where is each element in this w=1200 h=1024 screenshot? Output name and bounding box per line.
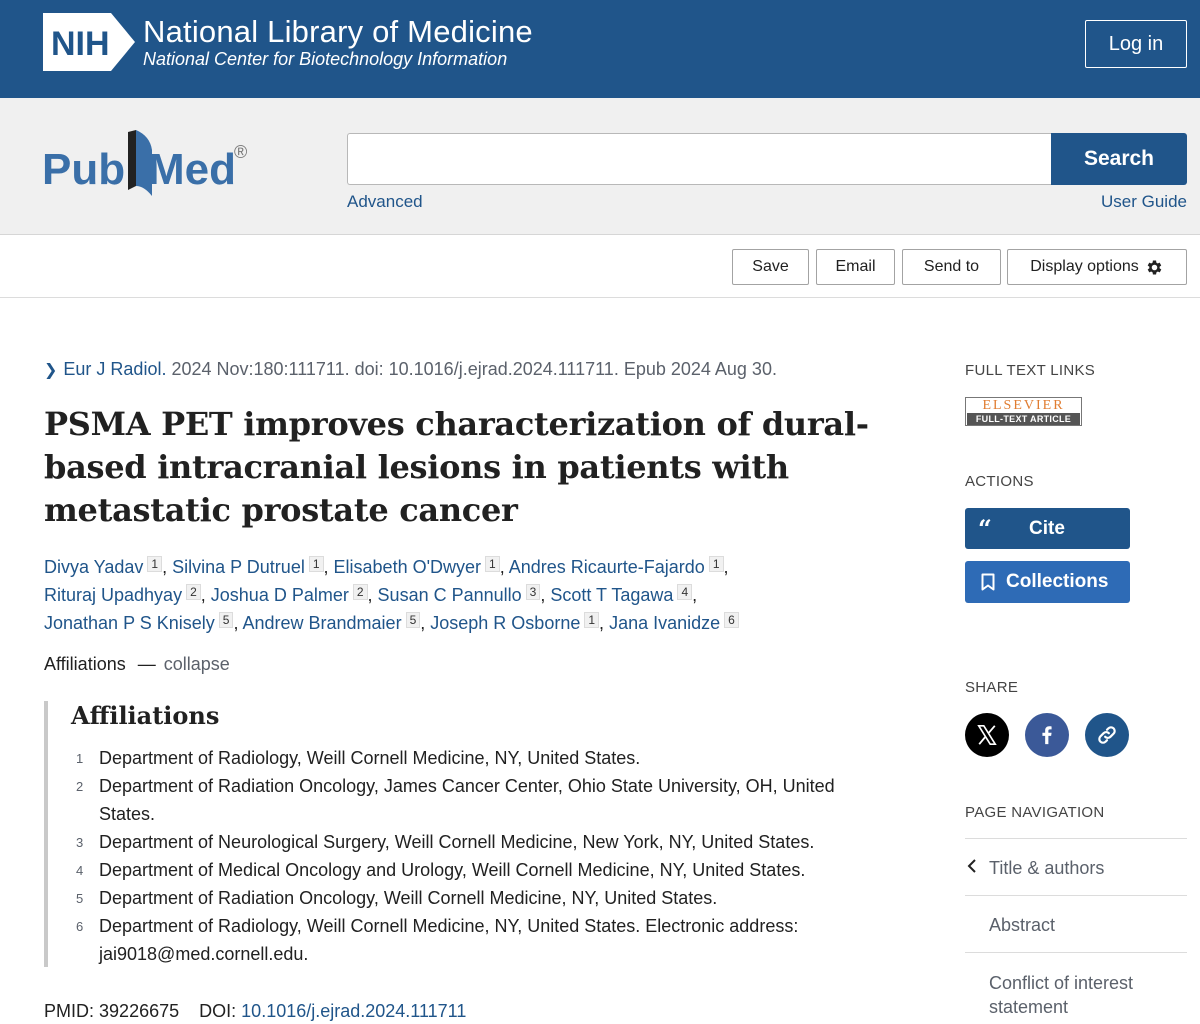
affiliation-ref[interactable]: 6 [724,612,739,628]
affiliation-ref[interactable]: 4 [677,584,692,600]
affiliations-list [48,744,868,968]
affiliations-panel [44,701,884,967]
share-label: SHARE [965,679,1019,696]
send-to-button[interactable] [902,249,1001,285]
toolbar-divider [0,297,1200,298]
author-link[interactable]: Jonathan P S Knisely [44,613,215,633]
advanced-search-link[interactable]: Advanced [347,192,423,211]
elsevier-logo-text: ELSEVIER [967,399,1080,413]
full-text-links-label: FULL TEXT LINKS [965,362,1096,379]
article-title: PSMA PET improves characterization of dural-based intracranial lesions in patients with metastatic prostate cancer [44,405,869,529]
x-icon [976,724,998,746]
collections-button[interactable] [965,561,1130,603]
affiliation-ref[interactable]: 3 [526,584,541,600]
affiliation-item [48,744,868,772]
facebook-icon [1036,724,1058,746]
page-nav-label: Conflict of interest statement [989,973,1134,1017]
affiliations-toggle-label: Affiliations [44,654,126,674]
pmid-value: 39226675 [99,1001,180,1021]
collapse-label: collapse [163,654,230,674]
affiliation-item [48,884,868,912]
affiliations-toggle[interactable] [44,654,230,675]
affiliation-number: 2 [76,779,84,794]
pubmed-logo-pub: Pub [42,145,126,194]
link-icon [1096,724,1118,746]
elsevier-full-text-link[interactable] [965,397,1082,426]
affiliation-ref[interactable]: 1 [584,612,599,628]
affiliation-item [48,856,868,884]
search-input[interactable] [347,133,1052,185]
affiliation-number: 6 [76,919,84,934]
nih-header [0,0,1200,98]
quote-icon: “ [978,514,992,543]
actions-label: ACTIONS [965,473,1034,490]
citation-line [44,359,777,380]
author-link[interactable]: Susan C Pannullo [377,585,522,605]
elsevier-full-text-label: FULL-TEXT ARTICLE [967,413,1080,425]
page-nav-label: Title & authors [989,858,1105,878]
author-link[interactable]: Silvina P Dutruel [172,557,305,577]
doi-label: DOI: [199,1001,237,1021]
affiliation-ref[interactable]: 1 [485,556,500,572]
author-link[interactable]: Scott T Tagawa [550,585,674,605]
bookmark-icon [981,573,995,591]
user-guide-link[interactable]: User Guide [1101,192,1187,211]
author-list: Divya Yadav $^1$ , Silvina P Dutruel $^1$ , Elisabeth O'Dwyer $^1$ , Andres Ricaurte-Fajardo $^1$ , Rituraj Upadhyay $^2$ , Joshua D Palmer $^2$ , Susan C Pannullo $^3$ , Scott T Tagawa $^4$ , Jonathan P S Knisely $^5$ , Andrew Brandmaier $^5$ , Joseph R Osborne $^1$ , Jana Ivanidze $^6$ [44,553,824,637]
affiliation-text: Department of Radiology, Weill Cornell Medicine, NY, United States. Electronic address: jai9018@med.cornell.edu. [99,916,799,964]
author-link[interactable]: Andres Ricaurte-Fajardo [508,557,705,577]
pubmed-logo[interactable] [40,126,260,204]
login-button[interactable]: Log in [1085,20,1187,68]
display-options-button[interactable] [1007,249,1187,285]
affiliations-heading: Affiliations [71,701,220,730]
send-to-label: Send to [923,258,980,275]
author-link[interactable]: Jana Ivanidze [609,613,721,633]
affiliation-ref[interactable]: 2 [353,584,368,600]
affiliation-text: Department of Radiation Oncology, James Cancer Center, Ohio State University, OH, United States. [99,776,835,824]
nih-logo[interactable] [43,13,135,71]
citation-details: 2024 Nov:180:111711. doi: 10.1016/j.ejrad.2024.111711. Epub 2024 Aug 30. [166,359,777,379]
page-navigation-label: PAGE NAVIGATION [965,804,1105,821]
identifiers-line [44,1001,466,1022]
affiliation-number: 3 [76,835,84,850]
affiliation-ref[interactable]: 1 [309,556,324,572]
affiliation-item [48,828,868,856]
affiliation-ref[interactable]: 1 [709,556,724,572]
cite-label: Cite [1029,518,1065,539]
registered-mark: ® [234,142,248,162]
affiliation-number: 1 [76,751,84,766]
affiliation-ref[interactable]: 5 [219,612,234,628]
search-button[interactable]: Search [1051,133,1187,185]
author-link[interactable]: Joseph R Osborne [430,613,581,633]
affiliation-text: Department of Medical Oncology and Urology, Weill Cornell Medicine, NY, United States. [99,860,806,880]
share-facebook-button[interactable] [1025,713,1069,757]
chevron-right-icon[interactable]: ❯ [44,362,58,379]
collections-label: Collections [1006,571,1109,592]
affiliation-text: Department of Neurological Surgery, Weill Cornell Medicine, New York, NY, United States. [99,832,815,852]
cite-button[interactable] [965,508,1130,549]
chevron-left-icon [967,858,977,874]
affiliation-ref[interactable]: 2 [186,584,201,600]
gear-icon [1145,258,1164,277]
org-title[interactable]: National Library of Medicine [143,14,533,49]
author-link[interactable]: Joshua D Palmer [210,585,349,605]
page-nav-label: Abstract [989,915,1056,935]
author-link[interactable]: Andrew Brandmaier [242,613,402,633]
org-subtitle: National Center for Biotechnology Information [143,49,508,69]
author-link[interactable]: Elisabeth O'Dwyer [333,557,482,577]
page-nav-conflict-of-interest[interactable] [965,952,1187,1024]
share-x-button[interactable] [965,713,1009,757]
affiliation-item [48,912,868,968]
pubmed-logo-med: Med [148,145,236,194]
share-link-button[interactable] [1085,713,1129,757]
page-nav-abstract[interactable] [965,895,1187,952]
nih-logo-text: NIH [51,25,110,63]
affiliation-number: 5 [76,891,84,906]
save-button[interactable] [732,249,809,285]
page-nav-title-authors[interactable] [965,838,1187,895]
email-button[interactable] [816,249,895,285]
affiliation-ref[interactable]: 5 [406,612,421,628]
display-options-label: Display options [1030,258,1139,275]
author-link[interactable]: Divya Yadav [44,557,144,577]
pmid-label: PMID: [44,1001,95,1021]
save-label: Save [752,258,789,275]
collapse-dash: — [137,654,156,674]
author-link[interactable]: Rituraj Upadhyay [44,585,183,605]
affiliation-text: Department of Radiation Oncology, Weill Cornell Medicine, NY, United States. [99,888,718,908]
journal-link[interactable]: Eur J Radiol. [63,359,167,379]
affiliation-number: 4 [76,863,84,878]
affiliation-text: Department of Radiology, Weill Cornell Medicine, NY, United States. [99,748,641,768]
doi-link[interactable]: 10.1016/j.ejrad.2024.111711 [241,1001,467,1021]
affiliation-ref[interactable]: 1 [147,556,162,572]
email-label: Email [835,258,876,275]
affiliation-item [48,772,868,828]
